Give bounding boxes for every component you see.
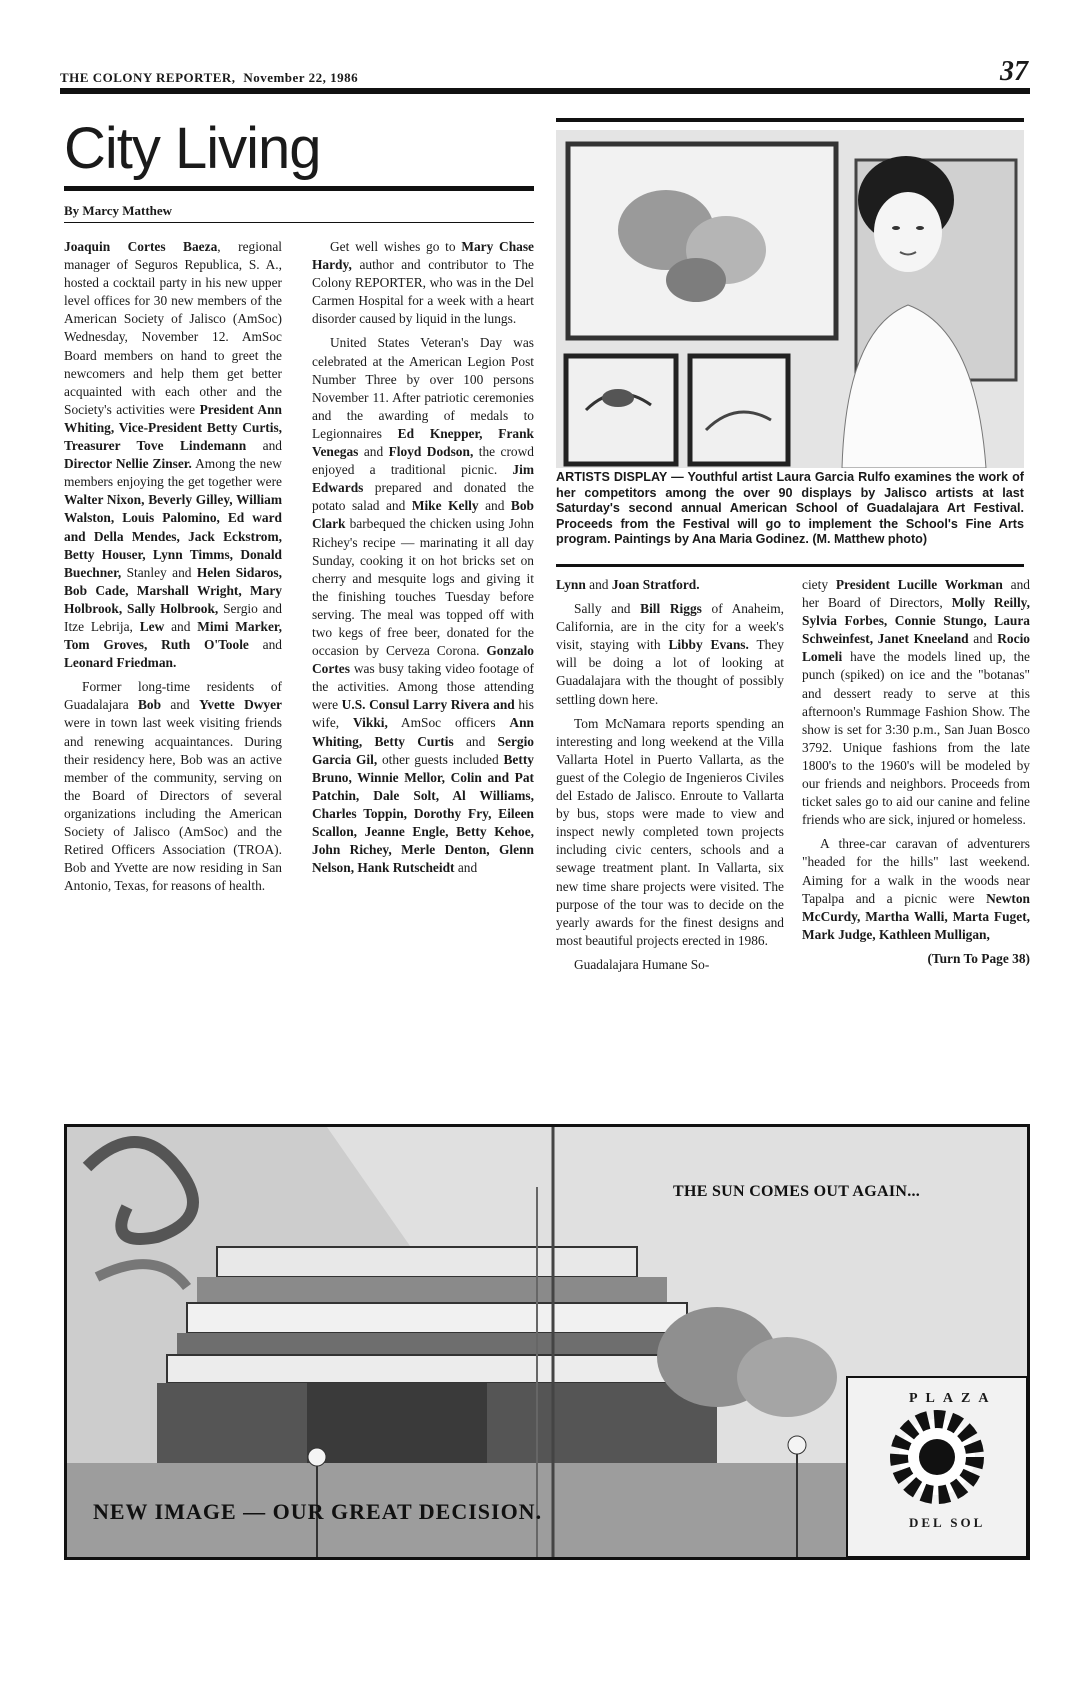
- text: the crowd enjoyed a traditional picnic.: [312, 444, 534, 478]
- name-highlight: Bob: [138, 697, 162, 713]
- text: Sally and: [574, 601, 641, 617]
- text: and: [968, 631, 998, 647]
- name-highlight: Gonzalo Cortes: [312, 643, 534, 677]
- name-highlight: Sergio Garcia Gil,: [312, 733, 534, 767]
- text: Get well wishes go to: [330, 239, 462, 254]
- page-number: 37: [1000, 56, 1028, 87]
- byline-rule: [64, 222, 534, 223]
- ad-slogan: NEW IMAGE — OUR GREAT DECISION.: [93, 1499, 543, 1524]
- text: Among the new members enjoying the get together were: [64, 456, 282, 490]
- text: was busy taking video footage of the activities. Among those attending were: [312, 661, 534, 713]
- paragraph: [802, 835, 1030, 944]
- logo-plaza-text: PLAZA: [909, 1391, 997, 1406]
- photo-top-rule: [556, 118, 1024, 122]
- name-highlight: Ed Knepper, Frank Venegas: [312, 425, 534, 460]
- paragraph: [556, 576, 784, 594]
- name-highlight: Bill Riggs: [640, 601, 702, 617]
- masthead: [60, 70, 358, 86]
- name-highlight: Mimi Marker, Tom Groves, Ruth O'Toole: [64, 618, 282, 653]
- text: author and contributor to The Colony REPORTER, who was in the Del Carmen Hospital for a week with a heart disorder caused by liquid in the lungs.: [312, 257, 534, 327]
- text: Sergio and Itze Lebrija,: [64, 600, 282, 634]
- text: ciety: [802, 577, 836, 592]
- name-highlight: Newton McCurdy, Martha Walli, Marta Fuget, Mark Judge, Kathleen Mulligan,: [802, 890, 1030, 942]
- text: , regional manager of Seguros Republica, S. A., hosted a cocktail party in his new upper level offices for 30 new members of the American Society of Jalisco (AmSoc) Wednesday, November 12. AmSoc Board members on hand to greet the newcomers and help them get better acquainted with each other and the Society's activities were: [64, 239, 282, 417]
- paragraph: [64, 678, 282, 895]
- issue-date: November 22, 1986: [243, 70, 359, 85]
- text: have the models lined up, the punch (spiked) on ice and the "botanas" and dessert ready to serve at this afternoon's Rummage Fashion Show. The show is set for 3:30 p.m., San Juan Bosco 3792. Unique fashions from the late 1800's to the 1960's will be modeled by our friends and neighbors. Proceeds from ticket sales go to aid our canine and feline friends who are sick, injured or homeless.: [802, 649, 1030, 828]
- text: and her Board of Directors,: [802, 577, 1030, 611]
- name-highlight: President Lucille Workman: [835, 577, 1003, 592]
- text: Former long-time residents of Guadalajara: [64, 679, 282, 713]
- text: prepared and donated the potato salad and: [312, 480, 534, 514]
- ad-headline: THE SUN COMES OUT AGAIN...: [673, 1183, 921, 1200]
- name-highlight: Yvette Dwyer: [199, 697, 282, 713]
- name-highlight: Lynn: [556, 577, 586, 592]
- text: United States Veteran's Day was celebrated at the American Legion Post Number Three by over 100 persons November 11. After patriotic ceremonies and the awarding of medals to Legionnaires: [312, 335, 534, 441]
- text: They will be doing a lot of looking at Guadalajara with the thought of possibly settling down here.: [556, 637, 784, 707]
- title-rule: [64, 186, 534, 191]
- column-1: [64, 238, 282, 1090]
- text: reports spending an interesting and long weekend at the Villa Vallarta Hotel in Puerto Vallarta, as the guest of the Colegio de Ingenieros Civiles del Estado de Jalisco. Enroute to Vallarta by bus, stops were made to view and inspect newly completed town projects including civic centers, schools and a sewage treatment plant. In Vallarta, six new time share projects were visited. The purpose of the tour was to decide on the yearly awards for the finest designs and most beautiful projects erected in 1986.: [556, 715, 784, 948]
- column-4: [802, 576, 1030, 1090]
- text: and: [164, 618, 198, 634]
- text: other guests included: [377, 751, 504, 767]
- name-highlight: Joaquin Cortes Baeza: [64, 239, 218, 254]
- text: and: [246, 438, 282, 454]
- text: and: [453, 733, 498, 749]
- text: and: [585, 577, 612, 592]
- name-highlight: Ann Whiting, Betty Curtis: [312, 715, 534, 749]
- paragraph: [556, 956, 784, 974]
- caption-lead: ARTISTS DISPLAY —: [556, 470, 684, 484]
- text: were in town last week visiting friends and renewing acquaintances. During their residency here, Bob was an active member of the community, serving on the Board of Directors of several organizations including the American Society of Jalisco (AmSoc) and the Retired Officers Association (TROA). Bob and Yvette are now residing in San Antonio, Texas, for reasons of health.: [64, 715, 282, 894]
- text: Guadalajara Humane So-: [574, 956, 710, 972]
- text: and: [358, 444, 389, 460]
- artist-photo: [556, 130, 1024, 468]
- turn-to-page: (Turn To Page 38): [927, 950, 1030, 966]
- paragraph: [312, 334, 534, 877]
- name-highlight: Helen Sidaros, Bob Cade, Marshall Wright, Mary Holbrook, Sally Holbrook,: [64, 564, 282, 616]
- name-highlight: President Ann Whiting, Vice-President Betty Curtis, Treasurer Tove Lindemann: [64, 401, 282, 454]
- name-highlight: Mike Kelly: [411, 498, 479, 514]
- name-highlight: Mary Chase Hardy,: [312, 239, 534, 273]
- caption-rule: [556, 564, 1024, 567]
- name-highlight: Joan Stratford.: [611, 577, 700, 592]
- name-highlight: Vikki,: [352, 715, 388, 731]
- name-highlight: Leonard Friedman.: [64, 655, 177, 671]
- name-highlight: Rocio Lomeli: [802, 631, 1030, 665]
- text: AmSoc officers: [387, 715, 510, 731]
- caption-body: Youthful artist Laura Garcia Rulfo examines the work of her competitors among the over 90 displays by Jalisco artists at last Saturday's second annual American School of Guadalajara Art Festival. Proceeds from the Festival will go to implement the School's Fine Arts program. Paintings by Ana Maria Godinez. (M. Matthew photo): [556, 470, 1024, 547]
- plaza-del-sol-ad: [64, 1124, 1030, 1560]
- column-2: [312, 238, 534, 1090]
- name-highlight: Director Nellie Zinser.: [64, 456, 192, 472]
- header-rule: [60, 88, 1030, 94]
- paragraph: [64, 238, 282, 672]
- text: and: [161, 697, 200, 713]
- name-highlight: Floyd Dodson,: [388, 444, 474, 460]
- section-title: City Living: [64, 116, 321, 181]
- text: and: [454, 860, 478, 876]
- name-highlight: Molly Reilly, Sylvia Forbes, Connie Stungo, Laura Schweinfest, Janet Kneeland: [802, 595, 1030, 647]
- paragraph: [312, 238, 534, 328]
- name-highlight: Bob Clark: [312, 498, 534, 532]
- text: Tom McNamara: [574, 715, 666, 731]
- text: A three-car caravan of adventurers "headed for the hills" last weekend. Aiming for a walk in the woods near Tapalpa and a picnic were: [802, 836, 1030, 906]
- paragraph: [556, 600, 784, 709]
- artist-photo-graphic: [556, 130, 1024, 468]
- photo-caption: [556, 470, 1024, 548]
- text: and: [248, 637, 282, 653]
- name-highlight: Jim Edwards: [312, 462, 534, 496]
- name-highlight: Walter Nixon, Beverly Gilley, William Walston, Louis Palomino, Ed ward and Della Mendes, Jack Eckstrom, Betty Houser, Lynn Timms, Donald Buechner,: [64, 492, 282, 580]
- paragraph: [802, 576, 1030, 829]
- text: his wife,: [312, 697, 534, 731]
- name-highlight: Lew: [139, 618, 165, 634]
- text: of Anaheim, California, are in the city for a week's visit, staying with: [556, 601, 784, 653]
- publication-name: THE COLONY REPORTER,: [60, 70, 236, 85]
- text: and: [478, 498, 511, 514]
- text: barbequed the chicken using John Richey's recipe — marinating it all day Sunday, cooking it on hot bricks set on cherry and mesquite logs and giving it the finishing touches Tuesday before serving. The meal was topped off with two kegs of free beer, donated for the occasion by Cerveza Corona.: [312, 516, 534, 659]
- name-highlight: Betty Bruno, Winnie Mellor, Colin and Pat Patchin, Dale Solt, Al Williams, Charles Toppin, Dorothy Fry, Eileen Scallon, Jeanne Engle, Betty Kehoe, John Richey, Merle Denton, Glenn Nelson, Hank Rutscheidt: [312, 751, 534, 876]
- paragraph: [556, 715, 784, 950]
- name-highlight: U.S. Consul Larry Rivera and: [341, 697, 515, 713]
- column-3: [556, 576, 784, 1090]
- name-highlight: Libby Evans.: [668, 637, 749, 653]
- logo-del-sol-text: DEL SOL: [909, 1515, 986, 1530]
- byline: By Marcy Matthew: [64, 203, 173, 218]
- text: Stanley and: [121, 564, 197, 580]
